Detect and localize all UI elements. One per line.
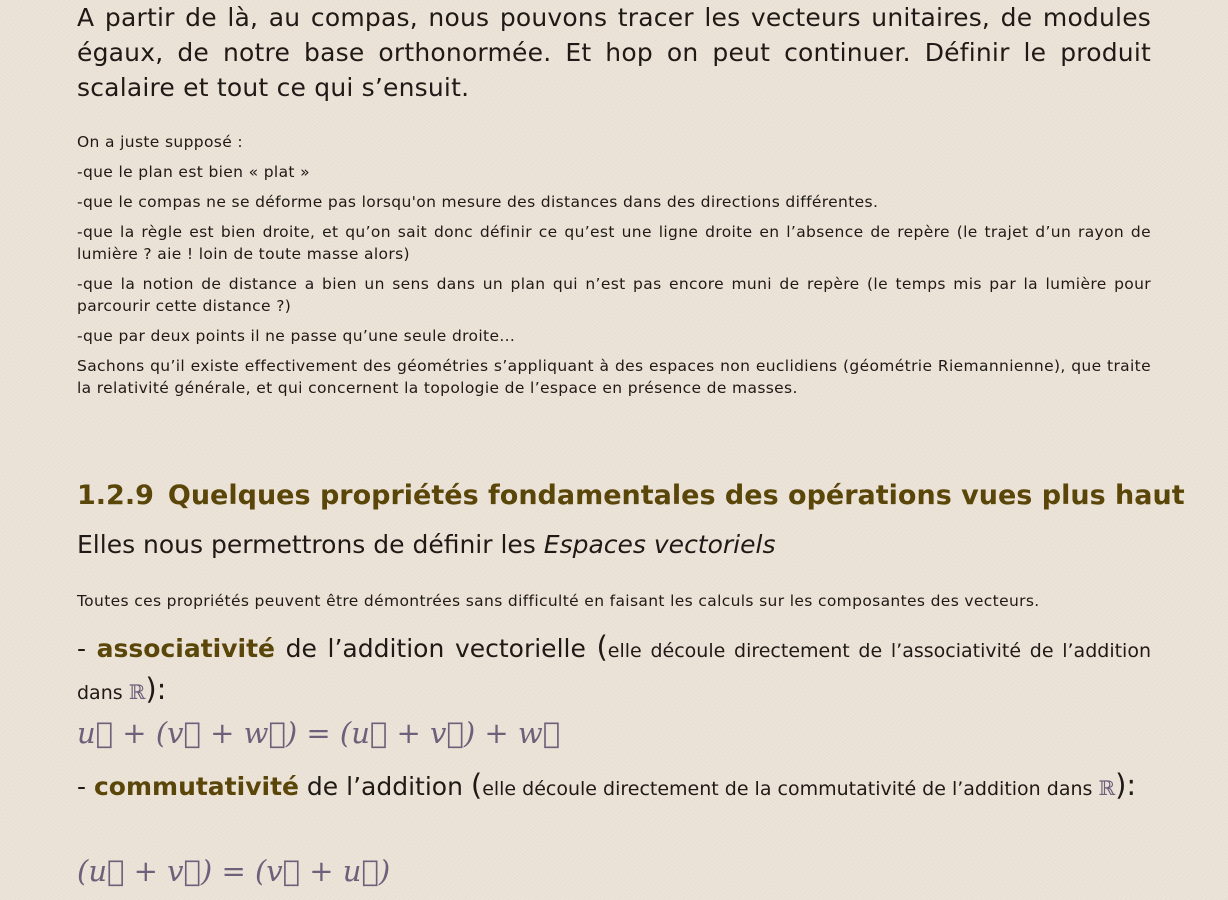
property-close: ): bbox=[1115, 768, 1137, 802]
assumptions-closing: Sachons qu’il existe effectivement des géométries s’appliquant à des espaces non euclidiens (géométrie Riemannienne), que traite la relativité générale, et qui concernent la topologie de l’espace en présence de masses. bbox=[77, 357, 1151, 397]
section-number: 1.2.9 bbox=[77, 480, 154, 511]
document-page bbox=[77, 0, 1185, 888]
section-subtitle bbox=[77, 530, 775, 559]
section-heading bbox=[77, 480, 1185, 511]
assumptions-lead: On a juste supposé : bbox=[77, 133, 243, 151]
property-explanation: elle découle directement de la commutativité de l’addition dans bbox=[482, 778, 1099, 800]
assumption-item: -que le plan est bien « plat » bbox=[77, 163, 310, 181]
subtitle-text: Elles nous permettrons de définir les bbox=[77, 530, 544, 559]
set-symbol: ℝ bbox=[128, 680, 146, 704]
section-note: Toutes ces propriétés peuvent être démontrées sans difficulté en faisant les calculs sur les composantes des vecteurs. bbox=[77, 592, 1040, 610]
intro-paragraph: A partir de là, au compas, nous pouvons tracer les vecteurs unitaires, de modules égaux, de notre base orthonormée. Et hop on peut continuer. Définir le produit scalaire et tout ce qui s’ensuit. bbox=[77, 3, 1151, 102]
property-text: de l’addition vectorielle bbox=[275, 634, 597, 663]
property-keyword: associativité bbox=[96, 634, 276, 663]
assumption-item: -que la règle est bien droite, et qu’on sait donc définir ce qu’est une ligne droite en l’absence de repère (le trajet d’un rayon de lumière ? aie ! loin de toute masse alors) bbox=[77, 223, 1151, 263]
formula-commutativity: (u⃗ + v⃗) = (v⃗ + u⃗) bbox=[77, 854, 391, 888]
formula-associativity: u⃗ + (v⃗ + w⃗) = (u⃗ + v⃗) + w⃗ bbox=[77, 716, 561, 750]
section-title: Quelques propriétés fondamentales des opérations vues plus haut bbox=[167, 480, 1185, 511]
subtitle-emphasis: Espaces vectoriels bbox=[543, 530, 776, 559]
property-associativity bbox=[77, 628, 1151, 712]
property-open-paren: ( bbox=[470, 768, 483, 802]
set-symbol: ℝ bbox=[1098, 776, 1116, 800]
assumption-item: -que par deux points il ne passe qu’une seule droite... bbox=[77, 327, 516, 345]
assumption-item: -que le compas ne se déforme pas lorsqu'on mesure des distances dans des directions différentes. bbox=[77, 193, 879, 211]
assumption-item: -que la notion de distance a bien un sens dans un plan qui n’est pas encore muni de repère (le temps mis par la lumière pour parcourir cette distance ?) bbox=[77, 275, 1151, 315]
assumptions-block bbox=[77, 131, 1151, 399]
property-prefix: - bbox=[77, 634, 97, 663]
property-prefix: - bbox=[77, 772, 94, 801]
property-close: ): bbox=[145, 672, 167, 706]
property-keyword: commutativité bbox=[93, 772, 299, 801]
property-text: de l’addition bbox=[298, 772, 471, 801]
property-open-paren: ( bbox=[596, 630, 608, 664]
property-commutativity bbox=[77, 766, 1151, 808]
property-explanation: elle découle directement de l’associativité de l’addition dans bbox=[77, 640, 1151, 704]
